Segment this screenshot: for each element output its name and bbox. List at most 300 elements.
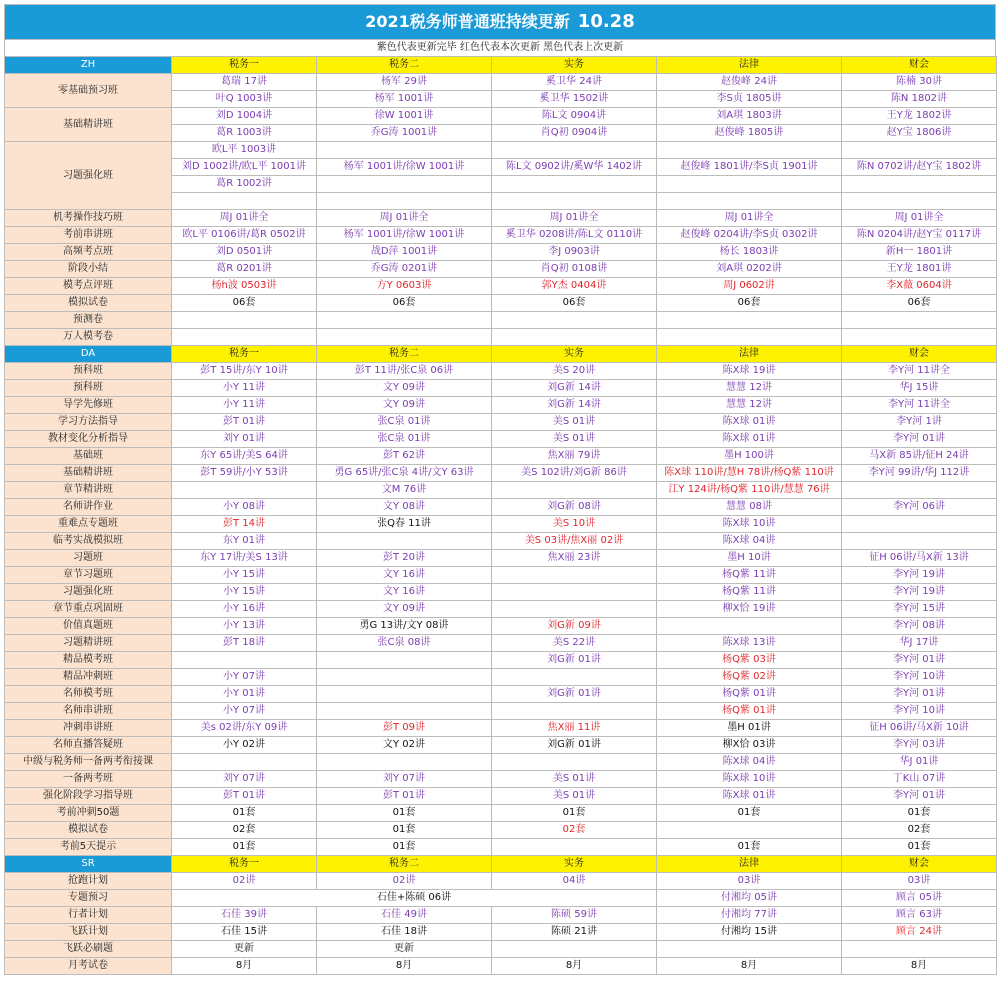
course-cell bbox=[492, 176, 657, 193]
course-cell: 刘Y 01讲 bbox=[172, 431, 317, 448]
course-cell: 墨H 10讲 bbox=[657, 550, 842, 567]
subject-header: 财会 bbox=[842, 346, 997, 363]
section-header-da bbox=[5, 346, 997, 363]
table-row bbox=[5, 703, 997, 720]
course-cell bbox=[172, 193, 317, 210]
course-cell: 顾言 24讲 bbox=[842, 924, 997, 941]
section-label: DA bbox=[5, 346, 172, 363]
subject-header: 法律 bbox=[657, 856, 842, 873]
course-cell: 杨Q紫 01讲 bbox=[657, 703, 842, 720]
course-cell: 8月 bbox=[657, 958, 842, 975]
table-row bbox=[5, 431, 997, 448]
course-cell: 刘G新 08讲 bbox=[492, 499, 657, 516]
course-cell bbox=[492, 669, 657, 686]
course-cell: 彭T 15讲/东Y 10讲 bbox=[172, 363, 317, 380]
course-cell: 李X薇 0604讲 bbox=[842, 278, 997, 295]
course-cell bbox=[657, 176, 842, 193]
course-cell: 葛瑞 17讲 bbox=[172, 74, 317, 91]
table-row bbox=[5, 363, 997, 380]
course-cell: 李Y河 03讲 bbox=[842, 737, 997, 754]
course-cell: 美S 01讲 bbox=[492, 431, 657, 448]
course-cell bbox=[172, 482, 317, 499]
course-cell: 陈X球 13讲 bbox=[657, 635, 842, 652]
course-cell: 小Y 07讲 bbox=[172, 669, 317, 686]
course-cell: 顾言 63讲 bbox=[842, 907, 997, 924]
table-row bbox=[5, 958, 997, 975]
course-cell: 刘A琪 0202讲 bbox=[657, 261, 842, 278]
course-cell: 01套 bbox=[842, 839, 997, 856]
course-cell: 李Y河 1讲 bbox=[842, 414, 997, 431]
table-row bbox=[5, 567, 997, 584]
course-cell: 文Y 16讲 bbox=[317, 584, 492, 601]
table-row bbox=[5, 924, 997, 941]
course-cell bbox=[172, 754, 317, 771]
row-label: 高频考点班 bbox=[5, 244, 172, 261]
course-cell: 欧L平 1003讲 bbox=[172, 142, 317, 159]
course-cell: 柳X恰 03讲 bbox=[657, 737, 842, 754]
course-cell: 陈X球 110讲/慧H 78讲/杨Q紫 110讲 bbox=[657, 465, 842, 482]
course-cell: 陈X球 01讲 bbox=[657, 431, 842, 448]
course-cell: 周J 0602讲 bbox=[657, 278, 842, 295]
table-row bbox=[5, 278, 997, 295]
course-cell: 勇G 13讲/文Y 08讲 bbox=[317, 618, 492, 635]
row-label: 阶段小结 bbox=[5, 261, 172, 278]
course-cell: 美s 02讲/东Y 09讲 bbox=[172, 720, 317, 737]
course-cell: 墨H 01讲 bbox=[657, 720, 842, 737]
course-cell: 更新 bbox=[172, 941, 317, 958]
course-cell bbox=[492, 193, 657, 210]
course-cell: 杨军 29讲 bbox=[317, 74, 492, 91]
row-label: 名师串讲班 bbox=[5, 703, 172, 720]
course-cell bbox=[317, 686, 492, 703]
course-cell: 周J 01讲全 bbox=[317, 210, 492, 227]
course-cell: 石佳 18讲 bbox=[317, 924, 492, 941]
course-cell: 杨军 1001讲/徐W 1001讲 bbox=[317, 159, 492, 176]
row-label: 习题班 bbox=[5, 550, 172, 567]
course-cell bbox=[842, 482, 997, 499]
course-cell: 刘Y 07讲 bbox=[317, 771, 492, 788]
row-label: 名师模考班 bbox=[5, 686, 172, 703]
course-cell: 奚卫华 0208讲/陈L文 0110讲 bbox=[492, 227, 657, 244]
course-cell: 葛R 0201讲 bbox=[172, 261, 317, 278]
subject-header: 税务一 bbox=[172, 57, 317, 74]
course-cell: 美S 03讲/焦X丽 02讲 bbox=[492, 533, 657, 550]
row-label: 行者计划 bbox=[5, 907, 172, 924]
row-label: 章节重点巩固班 bbox=[5, 601, 172, 618]
course-cell: 征H 06讲/马X新 10讲 bbox=[842, 720, 997, 737]
course-cell: 陈X球 04讲 bbox=[657, 754, 842, 771]
course-cell bbox=[492, 312, 657, 329]
course-cell bbox=[492, 584, 657, 601]
table-row bbox=[5, 465, 997, 482]
course-cell: 李Y河 01讲 bbox=[842, 686, 997, 703]
course-cell: 彭T 11讲/张C泉 06讲 bbox=[317, 363, 492, 380]
table-row bbox=[5, 516, 997, 533]
course-cell bbox=[317, 703, 492, 720]
course-cell: 李Y河 11讲全 bbox=[842, 397, 997, 414]
subject-header: 财会 bbox=[842, 57, 997, 74]
course-cell: 李Y河 11讲全 bbox=[842, 363, 997, 380]
course-cell: 华J 01讲 bbox=[842, 754, 997, 771]
course-cell: 文M 76讲 bbox=[317, 482, 492, 499]
course-cell: 东Y 17讲/美S 13讲 bbox=[172, 550, 317, 567]
course-cell: 葛R 1002讲 bbox=[172, 176, 317, 193]
course-cell bbox=[842, 193, 997, 210]
course-cell: 乔G涛 1001讲 bbox=[317, 125, 492, 142]
course-cell: 美S 22讲 bbox=[492, 635, 657, 652]
course-cell: 美S 10讲 bbox=[492, 516, 657, 533]
course-cell: 01套 bbox=[172, 805, 317, 822]
course-cell bbox=[317, 669, 492, 686]
subject-header: 法律 bbox=[657, 346, 842, 363]
table-row bbox=[5, 74, 997, 91]
schedule-sheet bbox=[4, 4, 996, 975]
course-cell: 刘G新 01讲 bbox=[492, 652, 657, 669]
row-label: 零基础预习班 bbox=[5, 74, 172, 108]
course-cell: 杨长 1803讲 bbox=[657, 244, 842, 261]
row-label: 习题强化班 bbox=[5, 584, 172, 601]
course-cell: 葛R 1003讲 bbox=[172, 125, 317, 142]
course-cell: 02套 bbox=[172, 822, 317, 839]
course-cell bbox=[842, 329, 997, 346]
course-cell: 李Y河 08讲 bbox=[842, 618, 997, 635]
row-label: 名师直播答疑班 bbox=[5, 737, 172, 754]
row-label: 专题预习 bbox=[5, 890, 172, 907]
course-cell: 01套 bbox=[317, 822, 492, 839]
row-label: 月考试卷 bbox=[5, 958, 172, 975]
course-cell: 石佳 49讲 bbox=[317, 907, 492, 924]
course-cell: 李Y河 15讲 bbox=[842, 601, 997, 618]
course-cell bbox=[172, 329, 317, 346]
course-cell: 彭T 14讲 bbox=[172, 516, 317, 533]
course-cell: 张C泉 01讲 bbox=[317, 431, 492, 448]
course-cell bbox=[492, 329, 657, 346]
course-cell: 彭T 01讲 bbox=[172, 414, 317, 431]
course-cell: 欧L平 0106讲/葛R 0502讲 bbox=[172, 227, 317, 244]
course-cell: 杨Q紫 01讲 bbox=[657, 686, 842, 703]
course-cell: 赵俊峰 1801讲/李S贞 1901讲 bbox=[657, 159, 842, 176]
course-cell bbox=[317, 176, 492, 193]
row-label: 冲刺串讲班 bbox=[5, 720, 172, 737]
course-cell: 小Y 16讲 bbox=[172, 601, 317, 618]
table-row bbox=[5, 295, 997, 312]
course-cell bbox=[492, 703, 657, 720]
course-cell: 陈N 0204讲/赵Y宝 0117讲 bbox=[842, 227, 997, 244]
course-cell: 李Y河 19讲 bbox=[842, 567, 997, 584]
row-label: 飞跃必刷题 bbox=[5, 941, 172, 958]
row-label: 导学先修班 bbox=[5, 397, 172, 414]
course-cell: 慧慧 08讲 bbox=[657, 499, 842, 516]
table-row bbox=[5, 652, 997, 669]
course-cell: 美S 01讲 bbox=[492, 414, 657, 431]
course-cell: 陈X球 04讲 bbox=[657, 533, 842, 550]
course-cell bbox=[317, 142, 492, 159]
row-label: 考前串讲班 bbox=[5, 227, 172, 244]
course-cell: 李Y河 10讲 bbox=[842, 669, 997, 686]
course-cell: 06套 bbox=[842, 295, 997, 312]
course-cell: 陈X球 10讲 bbox=[657, 516, 842, 533]
course-cell: 8月 bbox=[842, 958, 997, 975]
course-cell: 彭T 01讲 bbox=[317, 788, 492, 805]
course-cell: 征H 06讲/马X新 13讲 bbox=[842, 550, 997, 567]
course-cell bbox=[657, 312, 842, 329]
course-cell bbox=[492, 601, 657, 618]
subject-header: 税务二 bbox=[317, 346, 492, 363]
subject-header: 财会 bbox=[842, 856, 997, 873]
color-legend: 紫色代表更新完毕 红色代表本次更新 黑色代表上次更新 bbox=[4, 40, 996, 56]
subject-header: 实务 bbox=[492, 346, 657, 363]
course-cell: 美S 01讲 bbox=[492, 771, 657, 788]
course-cell: 张C泉 08讲 bbox=[317, 635, 492, 652]
course-cell: 陈N 0702讲/赵Y宝 1802讲 bbox=[842, 159, 997, 176]
row-label: 考前5天提示 bbox=[5, 839, 172, 856]
course-cell: 丁K山 07讲 bbox=[842, 771, 997, 788]
course-cell: 李Y河 01讲 bbox=[842, 652, 997, 669]
course-table bbox=[4, 56, 997, 975]
course-cell: 彭T 59讲/小Y 53讲 bbox=[172, 465, 317, 482]
course-cell: 文Y 02讲 bbox=[317, 737, 492, 754]
row-label: 预测卷 bbox=[5, 312, 172, 329]
course-cell: 江Y 124讲/杨Q紫 110讲/慧慧 76讲 bbox=[657, 482, 842, 499]
course-cell bbox=[317, 312, 492, 329]
table-row bbox=[5, 737, 997, 754]
course-cell: 张Q春 11讲 bbox=[317, 516, 492, 533]
table-row bbox=[5, 482, 997, 499]
course-cell: 马X新 85讲/征H 24讲 bbox=[842, 448, 997, 465]
course-cell: 杨Q紫 03讲 bbox=[657, 652, 842, 669]
course-cell: 石佳 15讲 bbox=[172, 924, 317, 941]
course-cell: 刘Y 07讲 bbox=[172, 771, 317, 788]
table-row bbox=[5, 533, 997, 550]
table-row bbox=[5, 805, 997, 822]
course-cell: 徐W 1001讲 bbox=[317, 108, 492, 125]
row-label: 基础精讲班 bbox=[5, 108, 172, 142]
course-cell: 陈楠 30讲 bbox=[842, 74, 997, 91]
row-label: 教材变化分析指导 bbox=[5, 431, 172, 448]
course-cell: 06套 bbox=[492, 295, 657, 312]
course-cell bbox=[492, 941, 657, 958]
course-cell: 陈L文 0904讲 bbox=[492, 108, 657, 125]
course-cell: 周J 01讲全 bbox=[492, 210, 657, 227]
subject-header: 税务二 bbox=[317, 57, 492, 74]
course-cell: 华J 17讲 bbox=[842, 635, 997, 652]
subject-header: 实务 bbox=[492, 57, 657, 74]
course-cell: 01套 bbox=[492, 805, 657, 822]
row-label: 预科班 bbox=[5, 363, 172, 380]
course-cell: 肖Q初 0108讲 bbox=[492, 261, 657, 278]
course-cell: 刘A琪 1803讲 bbox=[657, 108, 842, 125]
table-row bbox=[5, 771, 997, 788]
row-label: 章节精讲班 bbox=[5, 482, 172, 499]
course-cell: 刘D 0501讲 bbox=[172, 244, 317, 261]
course-cell: 06套 bbox=[317, 295, 492, 312]
course-cell: 06套 bbox=[172, 295, 317, 312]
table-row bbox=[5, 380, 997, 397]
subject-header: 税务一 bbox=[172, 856, 317, 873]
course-cell bbox=[657, 142, 842, 159]
course-cell: 刘G新 01讲 bbox=[492, 686, 657, 703]
course-cell: 李Y河 01讲 bbox=[842, 431, 997, 448]
course-cell: 杨军 1001讲/徐W 1001讲 bbox=[317, 227, 492, 244]
row-label: 习题精讲班 bbox=[5, 635, 172, 652]
course-cell: 王Y龙 1801讲 bbox=[842, 261, 997, 278]
course-cell: 李Y河 10讲 bbox=[842, 703, 997, 720]
table-row bbox=[5, 227, 997, 244]
course-cell: 美S 20讲 bbox=[492, 363, 657, 380]
course-cell: 01套 bbox=[657, 839, 842, 856]
course-cell: 02讲 bbox=[317, 873, 492, 890]
course-cell: 王Y龙 1802讲 bbox=[842, 108, 997, 125]
course-cell: 小Y 07讲 bbox=[172, 703, 317, 720]
course-cell: 杨Q紫 11讲 bbox=[657, 584, 842, 601]
course-cell: 奚卫华 1502讲 bbox=[492, 91, 657, 108]
row-label: 习题强化班 bbox=[5, 142, 172, 210]
course-cell: 顾言 05讲 bbox=[842, 890, 997, 907]
course-cell: 彭T 20讲 bbox=[317, 550, 492, 567]
course-cell: 焦X丽 23讲 bbox=[492, 550, 657, 567]
course-cell bbox=[317, 533, 492, 550]
course-cell: 东Y 01讲 bbox=[172, 533, 317, 550]
course-cell: 更新 bbox=[317, 941, 492, 958]
course-cell: 彭T 62讲 bbox=[317, 448, 492, 465]
table-row bbox=[5, 890, 997, 907]
course-cell: 李S贞 1805讲 bbox=[657, 91, 842, 108]
course-cell: 赵Y宝 1806讲 bbox=[842, 125, 997, 142]
row-label: 精品冲刺班 bbox=[5, 669, 172, 686]
course-cell: 慧慧 12讲 bbox=[657, 397, 842, 414]
row-label: 万人模考卷 bbox=[5, 329, 172, 346]
course-cell: 刘D 1002讲/欧L平 1001讲 bbox=[172, 159, 317, 176]
course-cell: 小Y 11讲 bbox=[172, 397, 317, 414]
row-label: 考前冲刺50题 bbox=[5, 805, 172, 822]
course-cell bbox=[842, 941, 997, 958]
course-cell: 周J 01讲全 bbox=[842, 210, 997, 227]
course-cell: 李Y河 06讲 bbox=[842, 499, 997, 516]
row-label: 基础班 bbox=[5, 448, 172, 465]
table-row bbox=[5, 788, 997, 805]
course-cell: 8月 bbox=[172, 958, 317, 975]
row-label: 抢跑计划 bbox=[5, 873, 172, 890]
course-cell bbox=[317, 754, 492, 771]
course-cell bbox=[492, 754, 657, 771]
course-cell: 付湘均 77讲 bbox=[657, 907, 842, 924]
course-cell: 李Y河 01讲 bbox=[842, 788, 997, 805]
row-label: 强化阶段学习指导班 bbox=[5, 788, 172, 805]
update-date: 10.28 bbox=[577, 11, 635, 32]
course-cell: 03讲 bbox=[842, 873, 997, 890]
course-cell: 杨Q紫 02讲 bbox=[657, 669, 842, 686]
course-cell: 彭T 01讲 bbox=[172, 788, 317, 805]
course-cell bbox=[317, 329, 492, 346]
row-label: 重难点专题班 bbox=[5, 516, 172, 533]
table-row bbox=[5, 618, 997, 635]
course-cell: 墨H 100讲 bbox=[657, 448, 842, 465]
row-label: 飞跃计划 bbox=[5, 924, 172, 941]
course-cell bbox=[492, 839, 657, 856]
table-row bbox=[5, 329, 997, 346]
course-cell bbox=[492, 142, 657, 159]
course-cell: 文Y 16讲 bbox=[317, 567, 492, 584]
course-cell bbox=[842, 516, 997, 533]
course-cell: 奚卫华 24讲 bbox=[492, 74, 657, 91]
row-label: 学习方法指导 bbox=[5, 414, 172, 431]
table-row bbox=[5, 873, 997, 890]
course-cell: 付湘均 05讲 bbox=[657, 890, 842, 907]
course-cell: 李Y河 99讲/华J 112讲 bbox=[842, 465, 997, 482]
course-cell bbox=[172, 312, 317, 329]
subject-header: 税务一 bbox=[172, 346, 317, 363]
course-cell: 01套 bbox=[657, 805, 842, 822]
course-cell: 柳X恰 19讲 bbox=[657, 601, 842, 618]
table-row bbox=[5, 550, 997, 567]
course-cell: 文Y 08讲 bbox=[317, 499, 492, 516]
row-label: 一备两考班 bbox=[5, 771, 172, 788]
course-cell: 杨军 1001讲 bbox=[317, 91, 492, 108]
table-row bbox=[5, 142, 997, 159]
course-cell: 刘G新 14讲 bbox=[492, 380, 657, 397]
course-cell: 小Y 01讲 bbox=[172, 686, 317, 703]
course-cell: 刘D 1004讲 bbox=[172, 108, 317, 125]
row-label: 模拟试卷 bbox=[5, 295, 172, 312]
table-row bbox=[5, 720, 997, 737]
course-cell: 新H一 1801讲 bbox=[842, 244, 997, 261]
row-label: 基础精讲班 bbox=[5, 465, 172, 482]
course-cell: 文Y 09讲 bbox=[317, 397, 492, 414]
table-row bbox=[5, 686, 997, 703]
course-cell: 02套 bbox=[842, 822, 997, 839]
course-cell: 周J 01讲全 bbox=[172, 210, 317, 227]
section-label: ZH bbox=[5, 57, 172, 74]
course-cell: 小Y 02讲 bbox=[172, 737, 317, 754]
course-cell: 郭Y杰 0404讲 bbox=[492, 278, 657, 295]
course-cell: 石佳 39讲 bbox=[172, 907, 317, 924]
course-cell: 赵俊峰 1805讲 bbox=[657, 125, 842, 142]
course-cell: 小Y 08讲 bbox=[172, 499, 317, 516]
course-cell: 陈硕 59讲 bbox=[492, 907, 657, 924]
row-label: 中级与税务师一备两考衔接课 bbox=[5, 754, 172, 771]
row-label: 临考实战模拟班 bbox=[5, 533, 172, 550]
table-row bbox=[5, 397, 997, 414]
section-header-zh bbox=[5, 57, 997, 74]
table-row bbox=[5, 312, 997, 329]
section-label: SR bbox=[5, 856, 172, 873]
table-row bbox=[5, 499, 997, 516]
course-cell: 陈X球 01讲 bbox=[657, 414, 842, 431]
course-cell: 01套 bbox=[317, 839, 492, 856]
course-cell bbox=[317, 193, 492, 210]
table-row bbox=[5, 210, 997, 227]
course-cell: 刘G新 01讲 bbox=[492, 737, 657, 754]
table-row bbox=[5, 907, 997, 924]
course-cell: 乔G涛 0201讲 bbox=[317, 261, 492, 278]
course-cell: 刘G新 14讲 bbox=[492, 397, 657, 414]
course-cell: 陈L文 0902讲/奚W华 1402讲 bbox=[492, 159, 657, 176]
course-cell: 东Y 65讲/美S 64讲 bbox=[172, 448, 317, 465]
table-row bbox=[5, 108, 997, 125]
table-row bbox=[5, 635, 997, 652]
course-cell: 04讲 bbox=[492, 873, 657, 890]
row-label: 章节习题班 bbox=[5, 567, 172, 584]
course-table-body bbox=[5, 57, 997, 975]
row-label: 模拟试卷 bbox=[5, 822, 172, 839]
course-cell: 赵俊峰 0204讲/李S贞 0302讲 bbox=[657, 227, 842, 244]
course-cell: 小Y 13讲 bbox=[172, 618, 317, 635]
course-cell: 周J 01讲全 bbox=[657, 210, 842, 227]
row-label: 模考点评班 bbox=[5, 278, 172, 295]
course-cell bbox=[842, 142, 997, 159]
course-cell: 彭T 18讲 bbox=[172, 635, 317, 652]
course-cell: 杨Q紫 11讲 bbox=[657, 567, 842, 584]
